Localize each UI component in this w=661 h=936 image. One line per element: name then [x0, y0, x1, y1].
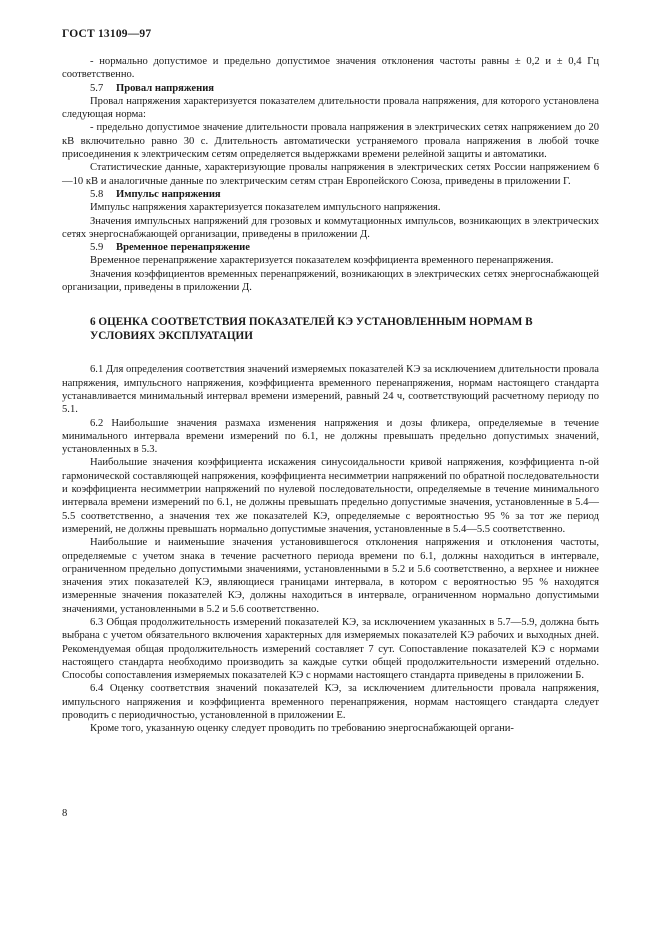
subsection-title: Временное перенапряжение: [116, 242, 250, 254]
paragraph: Наибольшие значения коэффициента искажения синусоидальности кривой напряжения, коэффициента n-ой гармонической составляющей напряжения, коэффициента несимметрии напряжений по обратной последовательности и коэффициента несимметрии напряжений по нулевой последовательности, определяемые в течение минимального интервала времени измерений по 6.1, не должны превышать предельно допустимые значения, установленные в 5.4—5.5 соответственно, а значения тех же показателей КЭ, определяемые с вероятностью 95 % за тот же период измерений, не должны превышать нормально допустимые значения, установленные в 5.4—5.5 соответственно.: [62, 457, 599, 535]
paragraph: Провал напряжения характеризуется показателем длительности провала напряжения, для которого установлена следующая норма:: [62, 95, 599, 121]
paragraph: Наибольшие и наименьшие значения установившегося отклонения напряжения и отклонения частоты, определяемые с учетом знака в течение расчетного периода времени по 6.1, должны находиться в интервале, ограниченном предельно допустимыми значениями, установленными в 5.2 и 5.6 соответственно, а верхнее и нижнее значения этих показателей КЭ, являющиеся границами интервала, в котором с вероятностью 95 % находятся измеренные значения показателей КЭ, должны находиться в интервале, ограниченном нормально допустимыми значениями, установленными в 5.2 и 5.6 соответственно.: [62, 537, 599, 615]
paragraph: Значения импульсных напряжений для грозовых и коммутационных импульсов, возникающих в электрических сетях энергоснабжающей организации, приведены в приложении Д.: [62, 215, 599, 240]
subsection-number: 5.7: [90, 82, 104, 94]
paragraph: - нормально допустимое и предельно допустимое значения отклонения частоты равны ± 0,2 и ± 0,4 Гц соответственно.: [62, 56, 599, 81]
subsection-heading-5-9: [62, 241, 599, 254]
paragraph: 6.3 Общая продолжительность измерений показателей КЭ, за исключением указанных в 5.7—5.9, должна быть выбрана с учетом обязательного включения характерных для измеряемых показателей КЭ рабочих и выходных дней. Рекомендуемая общая продолжительность измерений составляет 7 сут. Сопоставление показателей КЭ с нормами настоящего стандарта необходимо производить за каждые сутки общей продолжительности измерений отдельно. Способы сопоставления измеряемых показателей КЭ с нормами настоящего стандарта приведены в приложении Б.: [62, 616, 599, 682]
subsection-number: 5.8: [90, 188, 104, 200]
subsection-heading-5-8: [62, 188, 599, 201]
paragraph: Кроме того, указанную оценку следует проводить по требованию энергоснабжающей органи-: [90, 723, 514, 735]
paragraph: Временное перенапряжение характеризуется показателем коэффициента временного перенапряжения.: [90, 255, 554, 267]
paragraph: Статистические данные, характеризующие провалы напряжения в электрических сетях России напряжением 6—10 кВ и аналогичные данные по электрическим сетям стран Европейского Союза, приведены в приложении Г.: [62, 162, 599, 187]
subsection-title: Импульс напряжения: [116, 188, 221, 200]
paragraph: Значения коэффициентов временных перенапряжений, возникающих в электрических сетях энергоснабжающей организации, приведены в приложении Д.: [62, 268, 599, 294]
paragraph: 6.2 Наибольшие значения размаха изменения напряжения и дозы фликера, определяемые в течение минимального интервала времени измерений по 6.1, не должны превышать предельно допустимых значений, установленных в 5.3.: [62, 417, 599, 456]
page-header: ГОСТ 13109—97: [62, 28, 152, 40]
subsection-heading-5-7: [62, 82, 599, 95]
paragraph: 6.1 Для определения соответствия значений измеряемых показателей КЭ за исключением длительности провала напряжения, импульсного напряжения, коэффициента временного перенапряжения, нормам настоящего стандарта устанавливается минимальный интервал времени измерений, равный 24 ч, соответствующий расчетному периоду по 5.1.: [62, 364, 599, 416]
subsection-number: 5.9: [90, 242, 104, 254]
paragraph: 6.4 Оценку соответствия значений показателей КЭ, за исключением длительности провала напряжения, импульсного напряжения и коэффициента временного перенапряжения, нормам настоящего стандарта следует проводить с периодичностью, установленной в приложении Е.: [62, 683, 599, 722]
paragraph: Импульс напряжения характеризуется показателем импульсного напряжения.: [90, 202, 441, 214]
paragraph: - предельно допустимое значение длительности провала напряжения в электрических сетях напряжением до 20 кВ включительно равно 30 с. Длительность автоматически устраняемого провала напряжения в любой точке присоединения к электрическим сетям определяется выдержками времени релейной защиты и автоматики.: [62, 122, 599, 161]
subsection-title: Провал напряжения: [116, 82, 215, 94]
page-number: 8: [62, 808, 68, 819]
section-heading: 6 ОЦЕНКА СООТВЕТСТВИЯ ПОКАЗАТЕЛЕЙ КЭ УСТАНОВЛЕННЫМ НОРМАМ В УСЛОВИЯХ ЭКСПЛУАТАЦИИ: [90, 316, 533, 342]
page-body: [62, 55, 599, 736]
